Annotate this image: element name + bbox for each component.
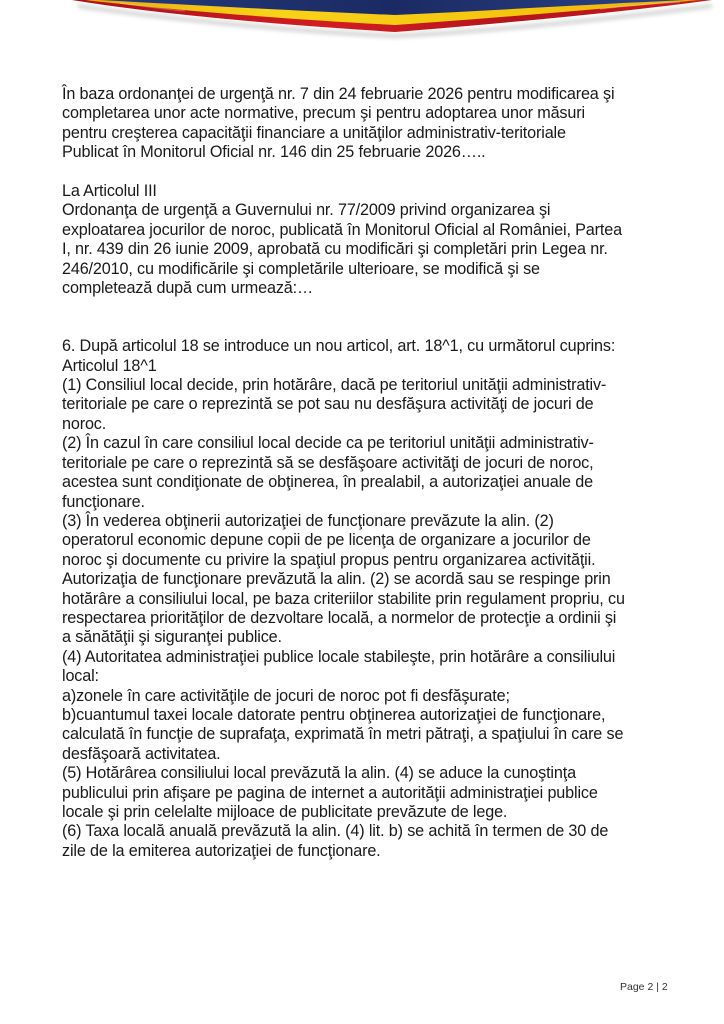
amendment-line: noroc. — [62, 414, 107, 433]
article-line: completează după cum urmează:… — [62, 279, 314, 298]
amendment-line: operatorul economic depune copii de pe licenţa de organizare a jocurilor de — [62, 531, 591, 550]
intro-line: pentru creşterea capacităţii financiare a unităţilor administrativ-teritoriale — [62, 123, 566, 142]
article-line: Ordonanţa de urgenţă a Guvernului nr. 77/2009 privind organizarea şi — [62, 201, 551, 220]
amendment-line: publicului prin afişare pe pagina de internet a autorităţii administraţiei publice — [62, 783, 598, 802]
intro-paragraph — [62, 85, 722, 163]
page-number: Page 2 | 2 — [620, 981, 668, 993]
amendment-line: (5) Hotărârea consiliului local prevăzută la alin. (4) se aduce la cunoştinţa — [62, 764, 576, 783]
amendment-line: noroc şi documente cu privire la spaţiul propus pentru organizarea activităţii. — [62, 550, 596, 569]
amendment-line: Articolul 18^1 — [62, 356, 157, 375]
amendment-section — [62, 337, 722, 861]
amendment-line: acestea sunt condiţionate de obţinerea, în prealabil, a autorizaţiei anuale de — [62, 473, 593, 492]
intro-line: În baza ordonanţei de urgenţă nr. 7 din 24 februarie 2026 pentru modificarea şi — [62, 85, 615, 103]
intro-line: completarea unor acte normative, precum şi pentru adoptarea unor măsuri — [62, 104, 585, 123]
amendment-line: 6. După articolul 18 se introduce un nou articol, art. 18^1, cu următorul cuprins: — [62, 337, 616, 356]
amendment-line: locale şi prin celelalte mijloace de publicitate prevăzute de lege. — [62, 803, 508, 821]
tricolor-ribbon-banner — [0, 0, 724, 44]
amendment-line: respectarea priorităţilor de dezvoltare locală, a normelor de protecţie a ordinii şi — [62, 608, 617, 627]
document-body — [62, 85, 722, 861]
article-heading: La Articolul III — [62, 182, 157, 201]
article-line: exploatarea jocurilor de noroc, publicată în Monitorul Oficial al României, Partea — [62, 220, 622, 239]
amendment-line: teritoriale pe care o reprezintă să se desfăşoare activităţi de jocuri de noroc, — [62, 453, 594, 472]
amendment-line: (4) Autoritatea administraţiei publice locale stabileşte, prin hotărâre a consiliului — [62, 647, 616, 666]
amendment-line: (1) Consiliul local decide, prin hotărâre, dacă pe teritoriul unităţii administrativ- — [62, 376, 607, 395]
amendment-line: teritoriale pe care o reprezintă se pot sau nu desfăşura activităţi de jocuri de — [62, 395, 594, 414]
amendment-line: (3) În vederea obţinerii autorizaţiei de funcţionare prevăzute la alin. (2) — [62, 511, 554, 530]
amendment-line: (2) În cazul în care consiliul local decide ca pe teritoriul unităţii administrativ- — [62, 434, 594, 453]
amendment-line: desfăşoară activitatea. — [62, 744, 221, 763]
intro-line: Publicat în Monitorul Oficial nr. 146 din 25 februarie 2026….. — [62, 143, 486, 162]
amendment-line: calculată în funcţie de suprafaţa, exprimată în metri pătraţi, a spaţiului în care se — [62, 725, 624, 744]
article-section — [62, 182, 722, 298]
amendment-line: zile de la emiterea autorizaţiei de funcţionare. — [62, 841, 381, 860]
amendment-line: a sănătăţii şi siguranţei publice. — [62, 628, 282, 647]
amendment-line: local: — [62, 667, 99, 686]
amendment-line: Autorizaţia de funcţionare prevăzută la alin. (2) se acordă sau se respinge prin — [62, 570, 611, 589]
amendment-line: a)zonele în care activităţile de jocuri de noroc pot fi desfăşurate; — [62, 686, 510, 705]
article-line: I, nr. 439 din 26 iunie 2009, aprobată cu modificări şi completări prin Legea nr. — [62, 240, 608, 259]
article-line: 246/2010, cu modificările şi completările ulterioare, se modifică şi se — [62, 259, 540, 278]
amendment-line: (6) Taxa locală anuală prevăzută la alin. (4) lit. b) se achită în termen de 30 de — [62, 822, 609, 841]
amendment-line: funcţionare. — [62, 492, 145, 511]
amendment-line: hotărâre a consiliului local, pe baza criteriilor stabilite prin regulament propriu, cu — [62, 589, 625, 608]
amendment-line: b)cuantumul taxei locale datorate pentru obţinerea autorizaţiei de funcţionare, — [62, 705, 606, 724]
